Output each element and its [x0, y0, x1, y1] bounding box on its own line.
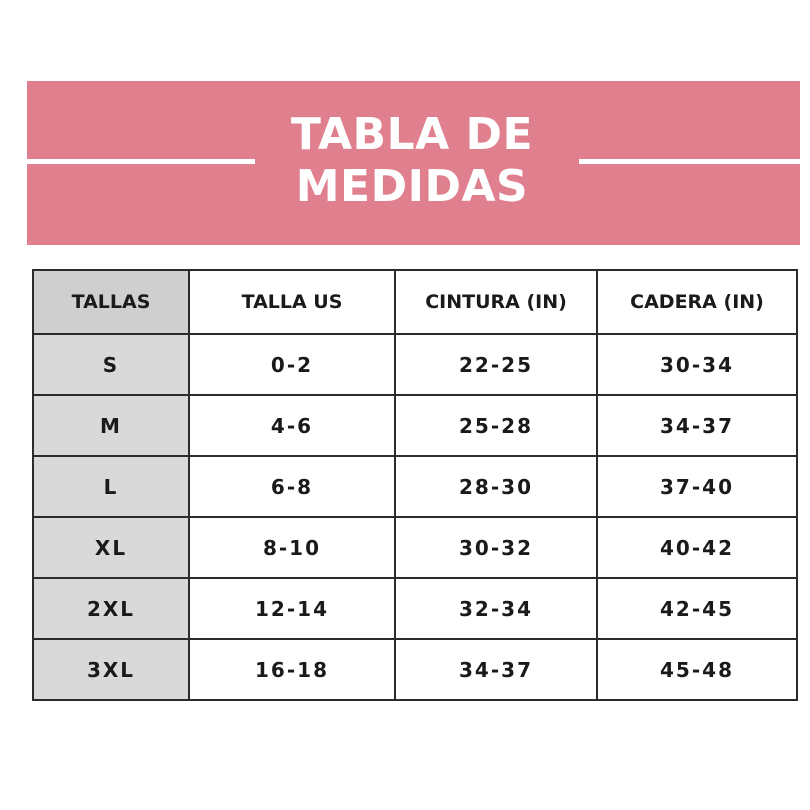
page-title-line-1: TABLA DE	[290, 109, 534, 160]
cell-hip: 34-37	[597, 395, 797, 456]
table-row	[33, 456, 797, 517]
cell-size: 2XL	[33, 578, 189, 639]
cell-waist: 32-34	[395, 578, 597, 639]
size-table	[32, 269, 798, 701]
table-row	[33, 517, 797, 578]
cell-size: M	[33, 395, 189, 456]
cell-waist: 22-25	[395, 334, 597, 395]
cell-us-size: 16-18	[189, 639, 395, 700]
table-header-row	[33, 270, 797, 334]
cell-us-size: 0-2	[189, 334, 395, 395]
banner-divider-left	[27, 159, 255, 164]
header-cadera: CADERA (IN)	[597, 270, 797, 334]
cell-size: S	[33, 334, 189, 395]
table-row	[33, 578, 797, 639]
header-tallas: TALLAS	[33, 270, 189, 334]
cell-waist: 25-28	[395, 395, 597, 456]
header-cintura: CINTURA (IN)	[395, 270, 597, 334]
cell-size: 3XL	[33, 639, 189, 700]
page-title	[262, 109, 562, 213]
cell-hip: 40-42	[597, 517, 797, 578]
table-row	[33, 334, 797, 395]
page-title-line-2: MEDIDAS	[295, 161, 529, 212]
table-row	[33, 395, 797, 456]
header-talla-us: TALLA US	[189, 270, 395, 334]
cell-us-size: 4-6	[189, 395, 395, 456]
title-banner	[27, 81, 800, 245]
cell-waist: 28-30	[395, 456, 597, 517]
cell-us-size: 6-8	[189, 456, 395, 517]
cell-hip: 42-45	[597, 578, 797, 639]
cell-size: L	[33, 456, 189, 517]
cell-size: XL	[33, 517, 189, 578]
cell-waist: 34-37	[395, 639, 597, 700]
table-row	[33, 639, 797, 700]
cell-hip: 37-40	[597, 456, 797, 517]
cell-hip: 30-34	[597, 334, 797, 395]
cell-us-size: 12-14	[189, 578, 395, 639]
cell-waist: 30-32	[395, 517, 597, 578]
cell-us-size: 8-10	[189, 517, 395, 578]
banner-divider-right	[579, 159, 800, 164]
cell-hip: 45-48	[597, 639, 797, 700]
